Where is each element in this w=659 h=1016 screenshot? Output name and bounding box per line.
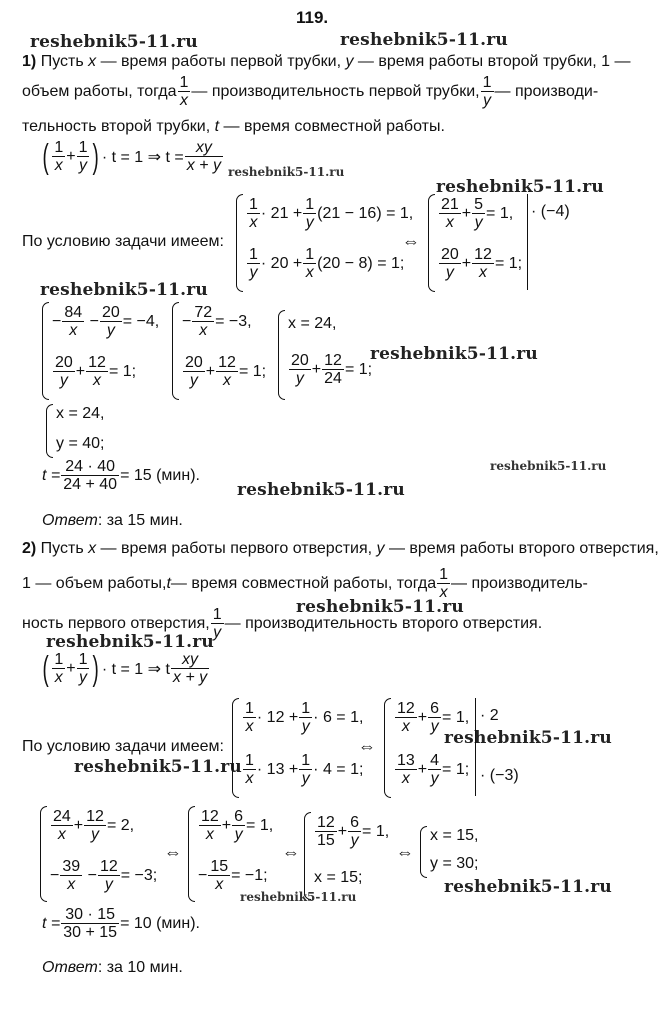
part2-sys4-eq1: $\frac{12}{x}$ + $\frac{6}{y}$ = 1, [201,808,274,843]
equiv-sign: ⇔ [402,231,420,251]
brace [304,812,311,900]
equiv-sign: ⇔ [164,842,182,862]
watermark: reshebnik5-11.ru [240,890,357,904]
watermark: reshebnik5-11.ru [444,728,612,748]
equiv-sign: ⇔ [396,842,414,862]
part1-sys2-eq1: $\frac{21}{x}$ + $\frac{5}{y}$ = 1, [441,196,514,231]
watermark: reshebnik5-11.ru [40,280,208,300]
part1-sys5-eq1: x = 24, [288,315,337,332]
part2-intro-line1: 2) Пусть x — время работы первого отверстия, y — время работы второго отверстия, [22,540,659,557]
part2-sys3-eq1: $\frac{24}{x}$ + $\frac{12}{y}$ = 2, [53,808,135,843]
watermark: reshebnik5-11.ru [436,177,604,197]
part1-intro-line1: 1) Пусть x — время работы первой трубки, y — время работы второй трубки, 1 — [22,53,631,70]
part1-sys2-eq2: $\frac{20}{y}$ + $\frac{12}{x}$ = 1; [441,246,523,281]
watermark: reshebnik5-11.ru [296,597,464,617]
part1-intro-line2: объем работы, тогда $\frac{1}{x}$ — производительность первой трубки, $\frac{1}{y}$ — производи- [22,74,599,109]
watermark: reshebnik5-11.ru [46,632,214,652]
part2-sys5-eq2: x = 15; [314,869,363,886]
brace [236,194,243,292]
part1-sys5-eq2: $\frac{20}{y}$ + $\frac{12}{24}$ = 1; [291,352,373,387]
watermark: reshebnik5-11.ru [340,30,508,50]
part2-intro-line2: 1 — объем работы, t — время совместной работы, тогда $\frac{1}{x}$ — производитель- [22,566,588,601]
watermark: reshebnik5-11.ru [490,459,607,473]
brace [232,698,239,798]
part2-sys2-eq2: $\frac{13}{x}$ + $\frac{4}{y}$ = 1; [397,752,470,787]
part1-condition-label: По условию задачи имеем: [22,233,224,250]
part2-sys3-eq2: − $\frac{39}{x}$ − $\frac{12}{y}$ = −3; [50,858,158,893]
part1-sys3-eq1: − $\frac{84}{x}$ − $\frac{20}{y}$ = −4, [52,304,160,339]
part1-sys6-eq2: y = 40; [56,435,105,452]
part2-time-formula: ( $\frac{1}{x}$ + $\frac{1}{y}$ ) · t = 1 ⇒ t $\frac{xy}{x + y}$ [42,649,208,688]
part1-answer: Ответ: за 15 мин. [42,512,183,529]
part1-sys4-eq2: $\frac{20}{y}$ + $\frac{12}{x}$ = 1; [185,354,267,389]
problem-number: 119. [296,8,329,27]
part1-answer-computation: t = $\frac{24 \cdot 40}{24 + 40}$ = 15 (мин). [42,458,200,493]
watermark: reshebnik5-11.ru [237,480,405,500]
part1-sys1-eq2: $\frac{1}{y}$ · 20 + $\frac{1}{x}$ (20 − 8) = 1; [249,246,405,281]
brace [188,806,195,902]
brace [42,302,49,400]
watermark: reshebnik5-11.ru [30,32,198,52]
brace [420,826,427,878]
part2-sys2-eq1: $\frac{12}{x}$ + $\frac{6}{y}$ = 1, [397,700,470,735]
part1-sys1-eq1: $\frac{1}{x}$ · 21 + $\frac{1}{y}$ (21 − 16) = 1, [249,196,414,231]
part2-intro-line3: ность первого отверстия, $\frac{1}{y}$ — производительность второго отверстия. [22,606,543,641]
brace [46,404,53,458]
brace [40,806,47,902]
watermark: reshebnik5-11.ru [370,344,538,364]
part1-intro-line3: тельность второй трубки, t — время совместной работы. [22,118,445,135]
divider [527,194,528,290]
brace [172,302,179,400]
multiplier: · (−3) [480,767,519,784]
part2-sys4-eq2: − $\frac{15}{x}$ = −1; [198,858,268,893]
equiv-sign: ⇔ [358,736,376,756]
watermark: reshebnik5-11.ru [228,165,345,179]
equiv-sign: ⇔ [282,842,300,862]
watermark: reshebnik5-11.ru [444,877,612,897]
part2-sys1-eq1: $\frac{1}{x}$ · 12 + $\frac{1}{y}$ · 6 = 1, [245,700,364,735]
brace [278,310,285,400]
brace [428,194,435,292]
part2-answer-computation: t = $\frac{30 \cdot 15}{30 + 15}$ = 10 (мин). [42,906,200,941]
part1-time-formula: ( $\frac{1}{x}$ + $\frac{1}{y}$ ) · t = 1 ⇒ t = $\frac{xy}{x + y}$ [42,137,221,176]
part2-condition-label: По условию задачи имеем: [22,738,224,755]
brace [384,698,391,798]
part1-sys3-eq2: $\frac{20}{y}$ + $\frac{12}{x}$ = 1; [55,354,137,389]
watermark: reshebnik5-11.ru [74,757,242,777]
multiplier: · (−4) [531,203,570,220]
divider [475,698,476,796]
part1-sys4-eq1: − $\frac{72}{x}$ = −3, [182,304,252,339]
part2-sys6-eq1: x = 15, [430,827,479,844]
part2-sys1-eq2: $\frac{1}{x}$ · 13 + $\frac{1}{y}$ · 4 = 1; [245,752,364,787]
part2-sys6-eq2: y = 30; [430,855,479,872]
multiplier: · 2 [480,707,499,724]
part2-answer: Ответ: за 10 мин. [42,959,183,976]
part2-sys5-eq1: $\frac{12}{15}$ + $\frac{6}{y}$ = 1, [317,814,390,849]
part1-sys6-eq1: x = 24, [56,405,105,422]
